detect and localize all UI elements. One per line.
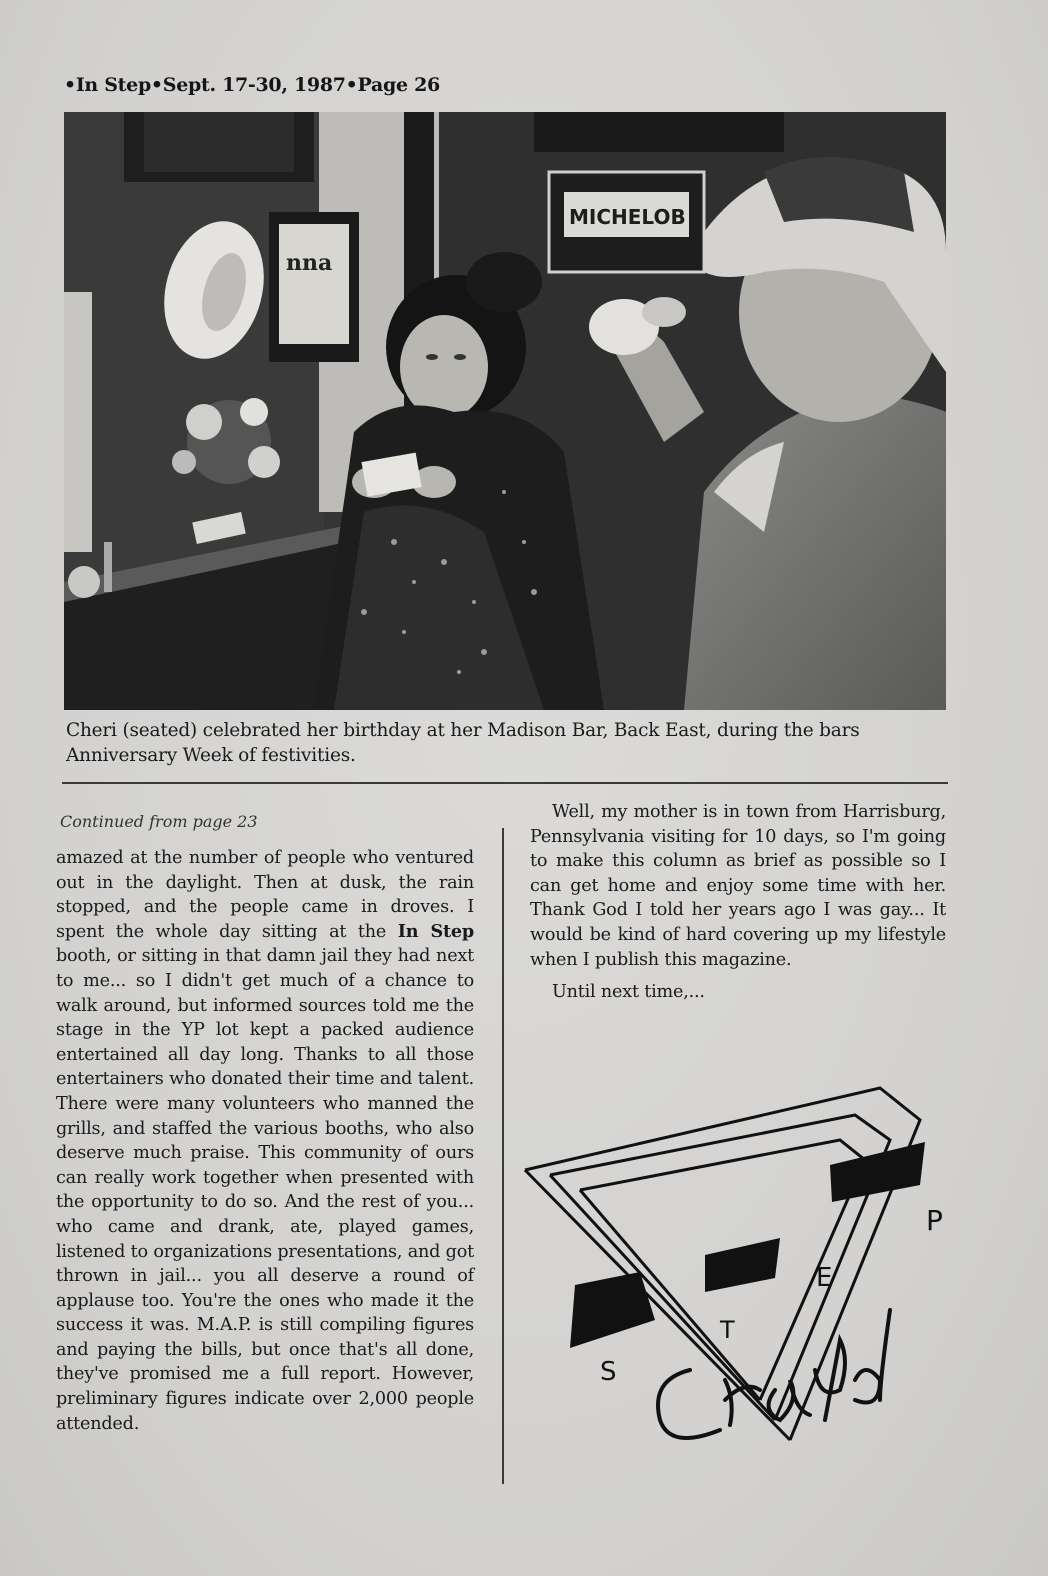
horizontal-divider: [62, 782, 948, 784]
column-divider: [502, 828, 504, 1484]
logo-letter-s: S: [600, 1357, 617, 1387]
logo-letter-e: E: [816, 1263, 833, 1293]
paragraph-text-start: amazed at the number of people who ventured out in the daylight. Then at dusk, the rain stopped, and the people came in droves. I spent the whole day sitting at the: [56, 848, 474, 942]
article-right-column: [530, 800, 946, 1005]
logo-letter-p: P: [926, 1204, 943, 1237]
continued-note: Continued from page 23: [60, 812, 258, 831]
article-paragraph: Well, my mother is in town from Harrisburg, Pennsylvania visiting for 10 days, so I'm going to make this column as brief as possible so I can get home and enjoy some time with her. Thank God I told her years ago I was gay... It would be kind of hard covering up my lifestyle when I publish this magazine.: [530, 802, 946, 970]
in-step-logo: [520, 1080, 980, 1460]
article-left-column: [56, 846, 474, 1436]
photo-birthday-bar: [64, 112, 946, 710]
article-paragraph: [56, 846, 474, 1436]
publication-name: In Step: [397, 920, 474, 942]
article-signoff: Until next time,...: [552, 982, 705, 1003]
photo-caption: Cheri (seated) celebrated her birthday at her Madison Bar, Back East, during the bars Anniversary Week of festivities.: [66, 720, 860, 766]
michelob-sign-text: MICHELOB: [569, 205, 686, 229]
paragraph-text-end: booth, or sitting in that damn jail they had next to me... so I didn't get much of a chance to walk around, but informed sources told me the stage in the YP lot kept a packed audience entertained all day long. Thanks to all those entertainers who donated their time and talent. There were many volunteers who manned the grills, and staffed the various booths, who also deserve much praise. This community of ours can really work together when presented with the opportunity to do so. And the rest of you... who came and drank, ate, played games, listened to organizations presentations, and got thrown in jail... you all deserve a round of applause too. You're the ones who made it the success it was. M.A.P. is still compiling figures and paying the bills, but once that's all done, they've promised me a full report. However, preliminary figures indicate over 2,000 people attended.: [56, 946, 474, 1434]
page-header: •In Step•Sept. 17-30, 1987•Page 26: [64, 74, 440, 96]
svg-text:nna: nna: [286, 250, 333, 276]
logo-letter-t: T: [720, 1316, 735, 1344]
